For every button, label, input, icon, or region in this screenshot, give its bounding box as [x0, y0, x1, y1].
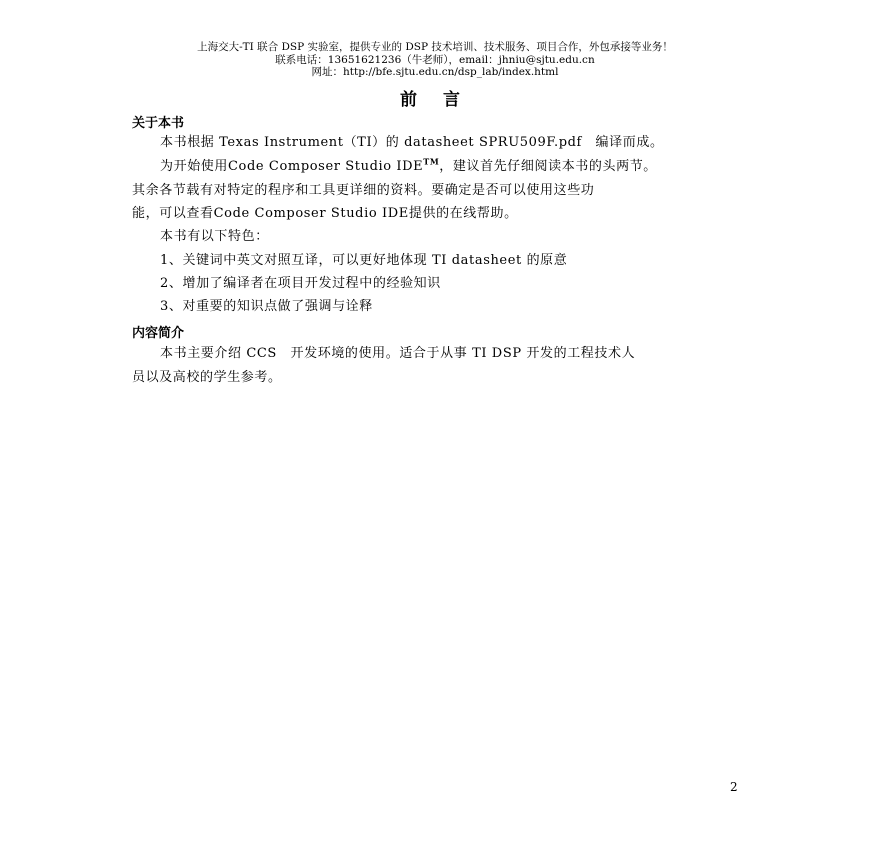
section-heading-about: 关于本书	[132, 116, 185, 131]
header-line-2: 联系电话：13651621236（牛老师），email：jhniu@sjtu.edu.cn	[275, 54, 595, 66]
list-item: 1、关键词中英文对照互译，可以更好地体现 TI datasheet 的原意	[160, 253, 568, 268]
section-heading-summary: 内容简介	[132, 326, 185, 341]
page-title: 前 言	[400, 90, 470, 110]
list-item: 3、对重要的知识点做了强调与诠释	[160, 299, 373, 314]
paragraph-line: 员以及高校的学生参考。	[132, 370, 282, 385]
header-line-1: 上海交大-TI 联合 DSP 实验室，提供专业的 DSP 技术培训、技术服务、项目合作，外包承接等业务！	[197, 41, 673, 53]
paragraph-line: 本书主要介绍 CCS 开发环境的使用。适合于从事 TI DSP 开发的工程技术人	[160, 346, 636, 361]
list-item: 2、增加了编译者在项目开发过程中的经验知识	[160, 276, 441, 291]
paragraph-line	[160, 156, 657, 175]
trademark-mark: TM	[423, 156, 440, 167]
paragraph-line: 能，可以查看Code Composer Studio IDE提供的在线帮助。	[132, 206, 518, 221]
paragraph-line: 其余各节载有对特定的程序和工具更详细的资料。要确定是否可以使用这些功	[132, 183, 595, 198]
paragraph-text: ，建议首先仔细阅读本书的头两节。	[439, 159, 657, 174]
page-number: 2	[730, 780, 738, 794]
paragraph-text: 为开始使用Code Composer Studio IDE	[160, 159, 424, 174]
paragraph-line: 本书根据 Texas Instrument（TI）的 datasheet SPRU509F.pdf 编译而成。	[160, 135, 664, 150]
paragraph-line: 本书有以下特色：	[160, 229, 269, 244]
header-line-3: 网址：http://bfe.sjtu.edu.cn/dsp_lab/index.html	[311, 66, 559, 78]
